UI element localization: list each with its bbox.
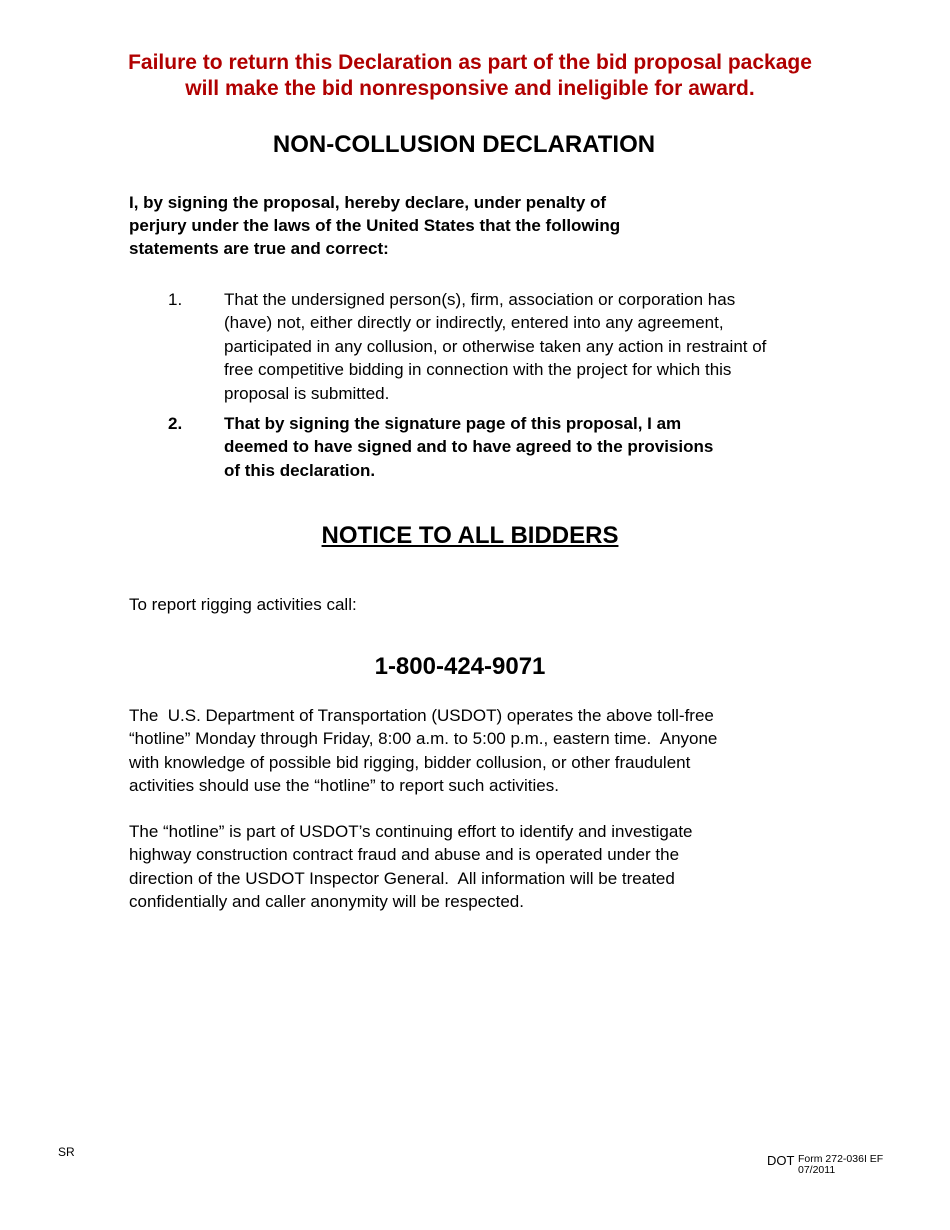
item-text xyxy=(224,412,844,482)
paragraph-line: “hotline” Monday through Friday, 8:00 a.m. to 5:00 p.m., eastern time. Anyone xyxy=(129,729,718,749)
declaration-statement xyxy=(129,191,749,260)
form-number-block xyxy=(798,1154,883,1176)
report-text: To report rigging activities call: xyxy=(129,595,357,614)
paragraph-line: activities should use the “hotline” to report such activities. xyxy=(129,775,559,795)
paragraph-line: highway construction contract fraud and abuse and is operated under the xyxy=(129,845,680,865)
item-line: participated in any collusion, or otherwise taken any action in restraint of xyxy=(224,336,767,356)
hotline-phone-number: 1-800-424-9071 xyxy=(374,653,546,680)
notice-heading: NOTICE TO ALL BIDDERS xyxy=(321,522,619,549)
warning-line-2: will make the bid nonresponsive and ineligible for award. xyxy=(185,77,755,100)
hotline-paragraph-1 xyxy=(129,704,829,797)
paragraph-line: with knowledge of possible bid rigging, bidder collusion, or other fraudulent xyxy=(129,752,691,772)
item-line: proposal is submitted. xyxy=(224,383,390,403)
declaration-line: statements are true and correct: xyxy=(129,239,389,258)
item-number: 2. xyxy=(168,414,183,433)
item-line: That the undersigned person(s), firm, association or corporation has xyxy=(224,290,736,309)
form-number: Form 272-036I EF xyxy=(798,1153,884,1165)
form-date: 07/2011 xyxy=(798,1164,836,1176)
paragraph-line: confidentially and caller anonymity will be respected. xyxy=(129,891,524,911)
footer-code: SR xyxy=(58,1145,75,1159)
declaration-line: perjury under the laws of the United States that the following xyxy=(129,216,621,235)
item-text xyxy=(224,288,844,405)
item-line: of this declaration. xyxy=(224,460,376,480)
warning-banner xyxy=(0,50,940,102)
paragraph-line: The U.S. Department of Transportation (USDOT) operates the above toll-free xyxy=(129,706,714,725)
item-line: free competitive bidding in connection with the project for which this xyxy=(224,360,732,380)
item-number: 1. xyxy=(168,290,183,309)
declaration-line: I, by signing the proposal, hereby declare, under penalty of xyxy=(129,193,607,212)
page-title: NON-COLLUSION DECLARATION xyxy=(272,131,656,158)
hotline-paragraph-2 xyxy=(129,820,829,913)
warning-line-1: Failure to return this Declaration as part of the bid proposal package xyxy=(128,51,812,74)
paragraph-line: direction of the USDOT Inspector General. All information will be treated xyxy=(129,868,675,888)
item-line: deemed to have signed and to have agreed to the provisions xyxy=(224,437,714,457)
item-line: That by signing the signature page of this proposal, I am xyxy=(224,414,682,433)
item-line: (have) not, either directly or indirectly, entered into any agreement, xyxy=(224,313,724,333)
form-agency: DOT xyxy=(767,1153,795,1168)
paragraph-line: The “hotline” is part of USDOT’s continuing effort to identify and investigate xyxy=(129,822,693,841)
